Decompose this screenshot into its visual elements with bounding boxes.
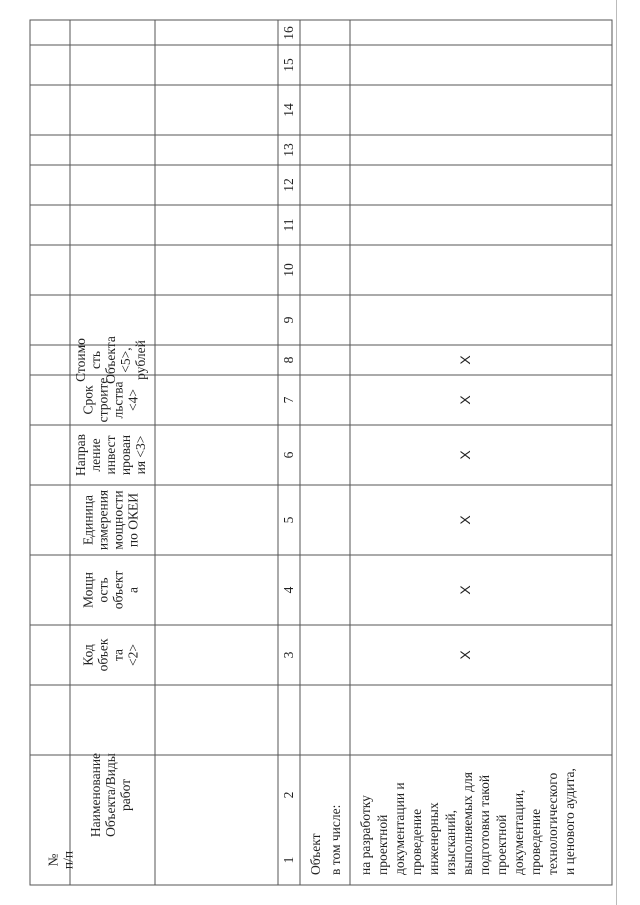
row-work-text: изысканий,: [443, 809, 458, 875]
header-unit: Единица: [80, 494, 96, 546]
header-direction: инвест: [103, 435, 118, 475]
header-num: п/п: [60, 850, 76, 870]
x-mark: X: [457, 650, 473, 660]
x-mark: X: [457, 515, 473, 525]
header-cost: Стоимо: [73, 338, 88, 382]
scan-edge: [616, 0, 617, 905]
header-name: работ: [118, 778, 133, 812]
header-unit: мощности: [110, 490, 126, 550]
header-term: Срок: [80, 385, 96, 415]
header-code: Код: [80, 644, 96, 666]
header-direction: Направ: [73, 434, 88, 476]
row-object-label: Объект: [308, 833, 323, 875]
column-number: 3: [281, 651, 296, 659]
header-code: <2>: [125, 644, 141, 666]
column-number: 9: [281, 316, 296, 324]
column-number: 4: [281, 586, 296, 594]
column-numbers-row: [281, 26, 296, 863]
header-term: льства: [110, 381, 126, 419]
row-work-text: инженерных: [426, 802, 441, 875]
column-number: 6: [281, 451, 296, 459]
x-mark: X: [457, 585, 473, 595]
column-number: 16: [281, 26, 296, 40]
header-power: ость: [95, 577, 111, 603]
column-number: 7: [281, 396, 296, 404]
row-work-text: выполняемых для: [460, 772, 475, 875]
header-name: Объекта/Виды: [103, 753, 118, 837]
header-term: строите: [95, 377, 111, 423]
column-number: 12: [281, 178, 296, 192]
header-cost: рублей: [133, 340, 148, 380]
row-work-text: проектной: [375, 814, 390, 875]
row-work-text: и ценового аудита,: [562, 768, 577, 875]
row-work-text: на разработку: [358, 795, 373, 875]
header-unit: по ОКЕИ: [125, 492, 141, 548]
column-number: 5: [281, 516, 296, 524]
table-body: [308, 355, 577, 875]
column-number: 8: [281, 356, 296, 364]
header-cost: Объекта: [103, 336, 118, 384]
x-mark: X: [457, 450, 473, 460]
header-power: а: [125, 587, 141, 593]
header-num: №: [45, 853, 61, 867]
header-name: Наименование: [88, 752, 103, 838]
header-direction: ирован: [118, 434, 133, 476]
header-unit: измерения: [95, 489, 111, 551]
column-number: 13: [281, 143, 296, 157]
header-direction: ление: [88, 438, 103, 472]
row-work-text: технологического: [545, 772, 560, 875]
row-work-text: проведение: [528, 808, 543, 875]
row-work-text: проектной: [494, 814, 509, 875]
column-number: 14: [281, 103, 296, 117]
header-power: Мощн: [80, 571, 96, 609]
header-cost: <5>,: [118, 347, 133, 373]
table-header: [46, 336, 149, 869]
column-number: 10: [281, 263, 296, 277]
column-number: 2: [281, 791, 296, 799]
row-work-text: проведение: [409, 808, 424, 875]
header-cost: сть: [88, 350, 103, 370]
column-number: 11: [281, 218, 296, 232]
header-code: та: [110, 648, 126, 662]
column-number: 15: [281, 58, 296, 72]
row-work-text: документации и: [392, 782, 407, 875]
header-code: объек: [95, 638, 111, 672]
row-work-text: подготовки такой: [477, 774, 492, 875]
x-mark: X: [457, 395, 473, 405]
header-term: <4>: [125, 389, 141, 411]
column-number: 1: [281, 856, 296, 864]
header-power: объект: [110, 570, 126, 610]
row-work-text: документации,: [511, 789, 526, 875]
header-direction: ия <3>: [133, 435, 148, 475]
row-in-that-number: в том числе:: [328, 804, 343, 875]
x-mark: X: [457, 355, 473, 365]
